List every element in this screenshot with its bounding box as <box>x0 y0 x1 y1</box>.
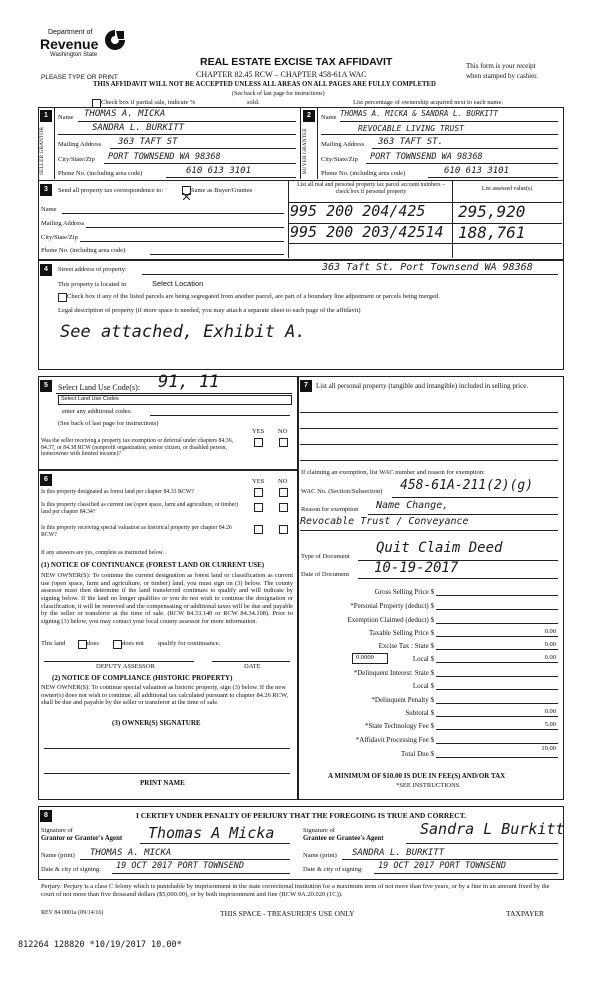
sec5-no-checkbox[interactable] <box>279 438 288 447</box>
treasurer-label: THIS SPACE - TREASURER'S USE ONLY <box>220 909 355 918</box>
grantor-date[interactable]: 19 OCT 2017 PORT TOWNSEND <box>116 861 244 871</box>
if-yes-note: If any answers are yes, complete as instructed below. <box>41 550 164 556</box>
grantor-name[interactable]: THOMAS A. MICKA <box>90 848 172 858</box>
parcel-1-number[interactable]: 995 200 204/425 <box>290 202 426 220</box>
total-due-value[interactable]: 10.00 <box>541 745 556 752</box>
dor-dept-line1: Department of <box>48 29 93 36</box>
located-select[interactable]: Select Location <box>152 279 204 288</box>
sec6-no-header: NO <box>278 478 288 485</box>
doc-type-value[interactable]: Quit Claim Deed <box>376 540 503 556</box>
print-note: PLEASE TYPE OR PRINT <box>41 74 118 81</box>
section-2-number: 2 <box>303 110 315 122</box>
delinquent-interest-local-label: Local $ <box>412 682 434 690</box>
excise-state-label: Excise Tax : State $ <box>378 642 434 650</box>
section-1-number: 1 <box>40 110 52 122</box>
delinquent-penalty-label: *Delinquent Penalty $ <box>371 696 434 704</box>
print-name-label: PRINT NAME <box>140 779 185 787</box>
send-correspondence-label: Send all property tax correspondence to: <box>58 187 164 194</box>
dor-dept-line2: Revenue <box>40 36 99 52</box>
wac-value[interactable]: 458-61A-211(2)(g) <box>400 478 534 493</box>
assessed-header: List assessed value(s) <box>481 186 533 192</box>
seller-phone[interactable]: 610 613 3101 <box>186 166 252 176</box>
deputy-assessor-label: DEPUTY ASSESSOR <box>96 663 155 670</box>
reason-value[interactable]: Name Change, Revocable Trust / Conveyance <box>300 500 469 527</box>
excise-local-value[interactable]: 0.00 <box>544 654 556 661</box>
grantee-signature[interactable]: Sandra L Burkitt <box>420 820 565 838</box>
parcel-2-number[interactable]: 995 200 203/42514 <box>290 223 444 241</box>
reason-label: Reason for exemption <box>301 506 359 513</box>
additional-codes-label: enter any additional codes: <box>62 408 132 415</box>
this-land-label: This land <box>41 640 66 647</box>
segregation-label: Check box if any of the listed parcels are being segregated from another parcel, are part of a boundary line adjustment or parcels being merged. <box>67 293 440 300</box>
sec3-phone-label: Phone No. (including area code) <box>41 247 126 254</box>
sec6-yes-header: YES <box>252 478 265 485</box>
processing-fee-label: *Affidavit Processing Fee $ <box>355 736 434 744</box>
does-not-checkbox[interactable] <box>113 640 122 649</box>
exemption-claimed-label: Exemption Claimed (deduct) $ <box>347 616 434 624</box>
seller-name-2[interactable]: SANDRA L. BURKITT <box>92 123 185 133</box>
dor-logo <box>40 29 130 65</box>
buyer-name-2[interactable]: REVOCABLE LIVING TRUST <box>358 124 464 133</box>
taxable-selling-value[interactable]: 0.00 <box>544 628 556 635</box>
qualify-label: qualify for continuance. <box>158 640 221 647</box>
sec6-q1: Is this property designated as forest land per chapter 84.33 RCW? <box>41 489 194 495</box>
minimum-due-note: A MINIMUM OF $10.00 IS DUE IN FEE(S) AND/OR TAX <box>328 772 506 780</box>
grantee-sig-label-1: Signature of <box>303 827 335 834</box>
parcel-header: List all real and personal property tax parcel account numbers – check box if personal property <box>297 182 445 195</box>
same-as-buyer-checkbox[interactable] <box>182 186 191 195</box>
taxpayer-label: TAXPAYER <box>506 909 545 918</box>
grantor-date-label: Date & city of signing: <box>41 866 101 873</box>
receipt-note-2: when stamped by cashier. <box>466 72 538 80</box>
taxable-selling-label: Taxable Selling Price $ <box>368 629 434 637</box>
notice2-text: NEW OWNER(S): To continue special valuation as historic property, sign (3) below. If the new owner(s) does not wish to continue, all additional tax calculated pursuant to chapter 84.26 RCW, shall be due and payable by the seller or transferor at the time of sale. <box>41 684 288 707</box>
q2-no-checkbox[interactable] <box>279 503 288 512</box>
sec6-q3: Is this property receiving special valuation as historical property per chapter 84.26 RCW? <box>41 525 232 538</box>
sec3-address-label: Mailing Address <box>41 220 85 227</box>
section-4-number: 4 <box>40 264 52 276</box>
certify-statement: I CERTIFY UNDER PENALTY OF PERJURY THAT THE FOREGOING IS TRUE AND CORRECT. <box>136 811 467 820</box>
q2-yes-checkbox[interactable] <box>254 503 263 512</box>
excise-state-value[interactable]: 0.00 <box>544 641 556 648</box>
street-address[interactable]: 363 Taft St. Port Townsend WA 98368 <box>322 262 533 273</box>
grantor-name-label: Name (print) <box>41 852 75 859</box>
buyer-name-label: Name <box>321 114 337 121</box>
form-title: REAL ESTATE EXCISE TAX AFFIDAVIT <box>200 56 393 68</box>
wac-label: WAC No. (Section/Subsection) <box>301 488 383 495</box>
ownership-note: List percentage of ownership acquired next to each name. <box>353 99 503 106</box>
revision-label: REV 84 0001a (09/14/16) <box>41 910 104 916</box>
doc-date-value[interactable]: 10-19-2017 <box>374 560 459 576</box>
partial-sale-label: Check box if partial sale, indicate % <box>101 99 196 106</box>
land-use-value[interactable]: 91, 11 <box>158 372 220 392</box>
excise-local-label: Local $ <box>412 655 434 663</box>
buyer-address-label: Mailing Address <box>321 141 365 148</box>
notice1-text: NEW OWNER(S): To continue the current designation as forest land or classification as current use (open space, farm and agriculture, or timber) land, you must sign on (3) below. The county assessor must then determine if the land transferred continues to qualify and will indicate by signing below. If the land no longer qualifies or you do not wish to continue the designation or classification, it will be removed and the compensating or additional taxes will be due and payable by the seller or transferor at the time of sale. (RCW 84.33.140 or RCW 84.34.108). Prior to signing (3) below, you may contact your local county assessor for more information. <box>41 572 293 626</box>
form-chapters: CHAPTER 82.45 RCW – CHAPTER 458-61A WAC <box>196 70 367 79</box>
buyer-phone-label: Phone No. (including area code) <box>321 170 406 177</box>
deputy-date-label: DATE <box>244 663 261 670</box>
total-due-label: Total Due $ <box>401 750 434 758</box>
personal-property-deduct-label: *Personal Property (deduct) $ <box>350 602 434 610</box>
back-note: (See back of last page for instructions) <box>232 91 325 97</box>
legal-description-label: Legal description of property (if more space is needed, you may attach a separate sheet to each page of the affidavit) <box>58 307 361 314</box>
technology-fee-value[interactable]: 5.00 <box>544 721 556 728</box>
grantee-sig-label-2: Grantee or Grantee's Agent <box>303 835 384 842</box>
q3-yes-checkbox[interactable] <box>254 525 263 534</box>
section-4-box <box>38 260 564 370</box>
grantee-date-label: Date & city of signing: <box>303 866 363 873</box>
q1-no-checkbox[interactable] <box>279 488 288 497</box>
receipt-stamp: 812264 128820 *10/19/2017 10.00* <box>18 940 182 950</box>
seller-phone-label: Phone No. (including area code) <box>58 170 143 177</box>
exemption-question: Was the seller receiving a property tax exemption or deferral under chapters 84.36, 84.37, or 84.38 RCW (nonprofit organization, senior citizen, or disabled person, homeowner with limited income)? <box>41 438 234 458</box>
exemption-label: If claiming an exemption, list WAC number and reason for exemption: <box>301 469 485 476</box>
does-not-label: does not <box>122 640 144 647</box>
seller-city[interactable]: PORT TOWNSEND WA 98368 <box>108 152 221 162</box>
same-as-buyer-label: Same as Buyer/Grantee <box>191 187 253 194</box>
sec5-yes-checkbox[interactable] <box>254 438 263 447</box>
grantee-date[interactable]: 19 OCT 2017 PORT TOWNSEND <box>378 861 506 871</box>
q3-no-checkbox[interactable] <box>279 525 288 534</box>
grantor-sig-label-2: Grantor or Grantor's Agent <box>41 835 123 842</box>
notice1-title: (1) NOTICE OF CONTINUANCE (FOREST LAND OR CURRENT USE) <box>41 561 265 569</box>
grantor-sig-label-1: Signature of <box>41 827 73 834</box>
q1-yes-checkbox[interactable] <box>254 488 263 497</box>
gross-selling-label: Gross Selling Price $ <box>374 588 434 596</box>
notice2-title: (2) NOTICE OF COMPLIANCE (HISTORIC PROPERTY) <box>52 674 233 682</box>
seller-address-label: Mailing Address <box>58 141 102 148</box>
seller-name-1[interactable]: THOMAS A. MICKA <box>84 109 166 119</box>
segregation-checkbox[interactable] <box>58 293 67 302</box>
section-8-number: 8 <box>40 810 52 822</box>
seller-name-label: Name <box>58 114 74 121</box>
parcel-1-value[interactable]: 295,920 <box>458 202 526 221</box>
washington-logo-icon <box>104 29 126 51</box>
does-checkbox[interactable] <box>78 640 87 649</box>
legal-description[interactable]: See attached, Exhibit A. <box>60 322 306 342</box>
section-6-number: 6 <box>40 474 52 486</box>
subtotal-value[interactable]: 0.00 <box>544 708 556 715</box>
section-7-number: 7 <box>300 380 312 392</box>
buyer-city[interactable]: PORT TOWNSEND WA 98368 <box>370 152 483 162</box>
buyer-city-label: City/State/Zip <box>321 156 358 163</box>
local-rate-box[interactable]: 0.0000 <box>352 653 388 664</box>
warning: THIS AFFIDAVIT WILL NOT BE ACCEPTED UNLESS ALL AREAS ON ALL PAGES ARE FULLY COMPLETED <box>93 81 436 88</box>
buyer-vertical-label: BUYER GRANTEE <box>302 128 308 174</box>
land-use-select[interactable]: Select Land Use Codes <box>58 395 292 405</box>
sec3-city-label: City/State/Zip <box>41 234 78 241</box>
technology-fee-label: *State Technology Fee $ <box>364 722 434 730</box>
perjury-statement: Perjury: Perjury is a class C felony which is punishable by imprisonment in the state correctional institution for a maximum term of not more than five years, or by a fine in an amount fixed by the court of not more than five thousand dollars ($5,000.00), or by both imprisonment and fine (RCW 9A.20.020 (1C)). <box>41 883 550 899</box>
sec3-name-label: Name <box>41 206 57 213</box>
grantor-signature[interactable]: Thomas A Micka <box>148 824 275 842</box>
street-address-label: Street address of property: <box>58 266 127 273</box>
sec5-no-header: NO <box>278 428 288 435</box>
grantee-name[interactable]: SANDRA L. BURKITT <box>352 848 445 858</box>
seller-city-label: City/State/Zip <box>58 156 95 163</box>
buyer-name-1[interactable]: THOMAS A. MICKA & SANDRA L. BURKITT <box>340 109 499 118</box>
seller-address[interactable]: 363 TAFT ST <box>118 137 178 147</box>
seller-vertical-label: SELLER GRANTOR <box>39 126 45 176</box>
delinquent-interest-state-label: *Delinquent Interest: State $ <box>353 669 434 677</box>
owner-signature-label: (3) OWNER(S) SIGNATURE <box>112 719 201 727</box>
grantee-name-label: Name (print) <box>303 852 337 859</box>
section-3-number: 3 <box>40 184 52 196</box>
buyer-address[interactable]: 363 TAFT ST. <box>378 137 444 147</box>
see-back-label: (See back of last page for instructions) <box>58 420 159 427</box>
located-label: This property is located in <box>58 281 127 288</box>
see-instructions-note: *SEE INSTRUCTIONS <box>396 782 460 789</box>
doc-date-label: Date of Document <box>301 571 350 578</box>
sec5-yes-header: YES <box>252 428 265 435</box>
section-5-number: 5 <box>40 380 52 392</box>
doc-type-label: Type of Document <box>301 553 350 560</box>
personal-property-label: List all personal property (tangible and intangible) included in selling price. <box>316 382 529 390</box>
land-use-label: Select Land Use Code(s): <box>58 383 140 392</box>
receipt-note-1: This form is your receipt <box>466 62 536 70</box>
buyer-phone[interactable]: 610 613 3101 <box>444 166 510 176</box>
parcel-2-value[interactable]: 188,761 <box>458 223 526 242</box>
dor-dept-line3: Washington State <box>50 52 98 58</box>
subtotal-label: Subtotal $ <box>405 709 434 717</box>
sold-label: sold. <box>247 99 260 106</box>
sec6-q2: Is this property classified as current use (open space, farm and agriculture, or timber) land per chapter 84.34? <box>41 502 239 515</box>
section-6-box <box>38 470 298 800</box>
does-label: does <box>87 640 99 647</box>
